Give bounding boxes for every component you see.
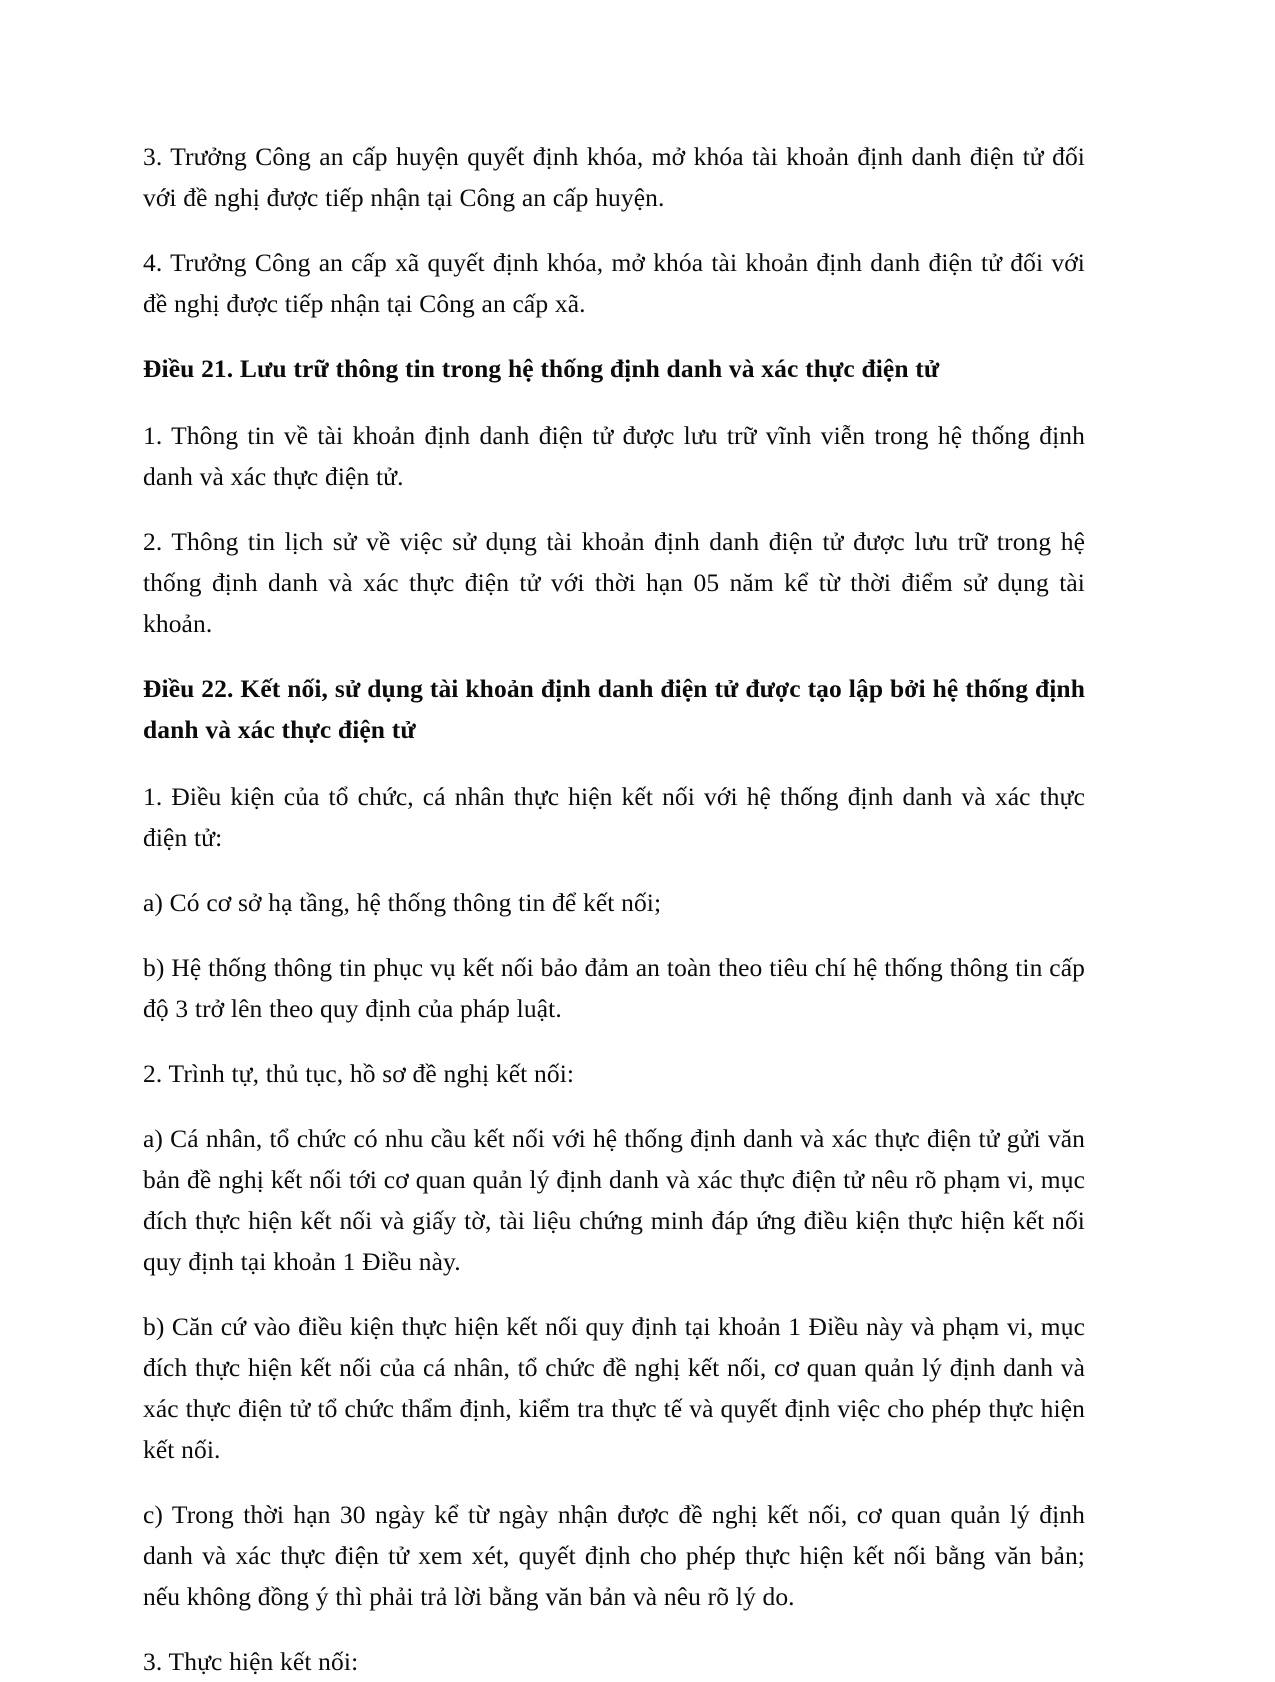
paragraph-dieu-22-clause-2-a: a) Cá nhân, tổ chức có nhu cầu kết nối với hệ thống định danh và xác thực điện tử gửi văn bản đề nghị kết nối tới cơ quan quản lý định danh và xác thực điện tử nêu rõ phạm vi, mục đích thực hiện kết nối và giấy tờ, tài liệu chứng minh đáp ứng điều kiện thực hiện kết nối quy định tại khoản 1 Điều này. [143,1124,1085,1276]
paragraph-dieu-22-clause-1-b: b) Hệ thống thông tin phục vụ kết nối bảo đảm an toàn theo tiêu chí hệ thống thông tin cấp độ 3 trở lên theo quy định của pháp luật. [143,953,1085,1023]
paragraph-dieu-22-clause-1: 1. Điều kiện của tổ chức, cá nhân thực hiện kết nối với hệ thống định danh và xác thực điện tử: [143,782,1085,852]
paragraph-dieu-21-clause-2: 2. Thông tin lịch sử về việc sử dụng tài khoản định danh điện tử được lưu trữ trong hệ thống định danh và xác thực điện tử với thời hạn 05 năm kể từ thời điểm sử dụng tài khoản. [143,527,1085,638]
paragraph-clause-3-truong-cong-an-cap-huyen: 3. Trưởng Công an cấp huyện quyết định khóa, mở khóa tài khoản định danh điện tử đối với đề nghị được tiếp nhận tại Công an cấp huyện. [143,142,1085,212]
paragraph-dieu-22-clause-1-a: a) Có cơ sở hạ tầng, hệ thống thông tin để kết nối; [143,888,662,917]
heading-dieu-21: Điều 21. Lưu trữ thông tin trong hệ thống định danh và xác thực điện tử [143,354,940,383]
paragraph-dieu-22-clause-3: 3. Thực hiện kết nối: [143,1647,359,1676]
paragraph-dieu-22-clause-2-c: c) Trong thời hạn 30 ngày kể từ ngày nhận được đề nghị kết nối, cơ quan quản lý định danh và xác thực điện tử xem xét, quyết định cho phép thực hiện kết nối bằng văn bản; nếu không đồng ý thì phải trả lời bằng văn bản và nêu rõ lý do. [143,1500,1085,1611]
heading-dieu-22: Điều 22. Kết nối, sử dụng tài khoản định danh điện tử được tạo lập bởi hệ thống định danh và xác thực điện tử [143,674,1085,744]
paragraph-clause-4-truong-cong-an-cap-xa: 4. Trưởng Công an cấp xã quyết định khóa, mở khóa tài khoản định danh điện tử đối với đề nghị được tiếp nhận tại Công an cấp xã. [143,248,1085,318]
paragraph-dieu-22-clause-2-b: b) Căn cứ vào điều kiện thực hiện kết nối quy định tại khoản 1 Điều này và phạm vi, mục đích thực hiện kết nối của cá nhân, tổ chức đề nghị kết nối, cơ quan quản lý định danh và xác thực điện tử tổ chức thẩm định, kiểm tra thực tế và quyết định việc cho phép thực hiện kết nối. [143,1312,1085,1464]
paragraph-dieu-22-clause-2: 2. Trình tự, thủ tục, hồ sơ đề nghị kết nối: [143,1059,575,1088]
document-text-body [143,136,1085,1682]
paragraph-dieu-21-clause-1: 1. Thông tin về tài khoản định danh điện tử được lưu trữ vĩnh viễn trong hệ thống định danh và xác thực điện tử. [143,421,1085,491]
